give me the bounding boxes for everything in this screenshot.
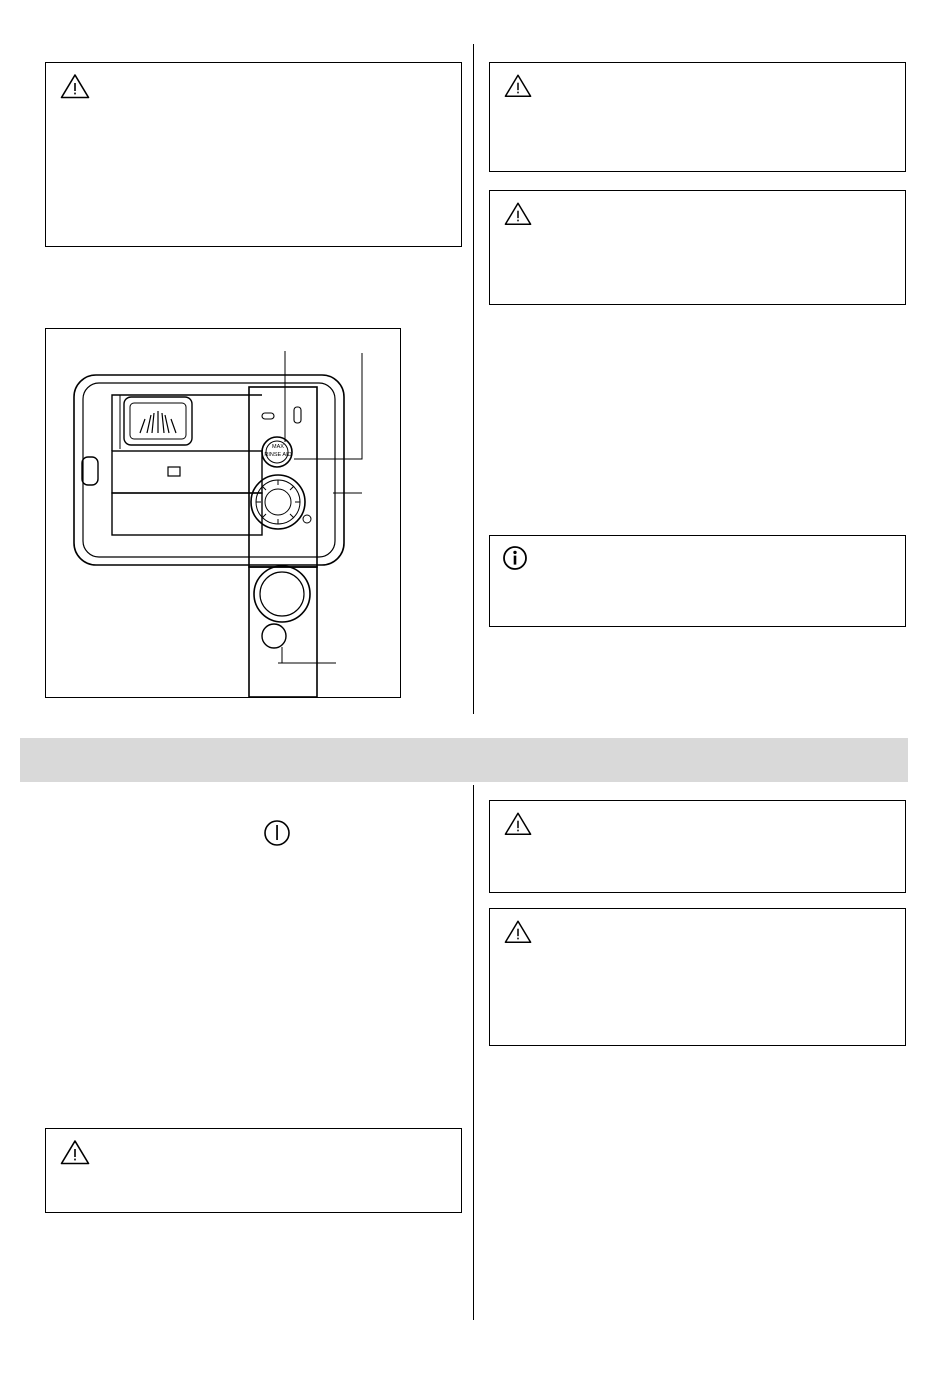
power-on-off-icon xyxy=(262,818,292,848)
warning-box-right-1-text xyxy=(544,73,895,163)
warning-triangle-icon xyxy=(504,919,534,945)
warning-box-right-4-text xyxy=(544,919,895,1037)
warning-box-right-2 xyxy=(489,190,906,305)
warning-box-right-4 xyxy=(489,908,906,1046)
cap-rinse-aid-label: RINSE AID xyxy=(264,452,292,458)
warning-box-left-bottom-text xyxy=(100,1139,451,1204)
info-box-right-1 xyxy=(489,535,906,627)
section-band xyxy=(20,738,908,782)
information-icon xyxy=(502,545,528,571)
warning-box-left-bottom xyxy=(45,1128,462,1213)
warning-box-right-1 xyxy=(489,62,906,172)
cap-max-label: MAX xyxy=(272,444,284,450)
warning-triangle-icon xyxy=(60,73,90,99)
warning-box-left-top xyxy=(45,62,462,247)
column-divider-upper xyxy=(473,44,474,714)
warning-triangle-icon xyxy=(504,201,534,227)
column-divider-lower xyxy=(473,785,474,1320)
warning-box-right-3-text xyxy=(544,811,895,884)
warning-triangle-icon xyxy=(504,73,534,99)
warning-box-right-2-text xyxy=(544,201,895,296)
figure-drawing xyxy=(46,329,400,697)
warning-triangle-icon xyxy=(60,1139,90,1165)
warning-triangle-icon xyxy=(504,811,534,837)
warning-box-left-top-text xyxy=(100,73,451,238)
warning-box-right-3 xyxy=(489,800,906,893)
dishwasher-dispenser-figure xyxy=(45,328,401,698)
info-box-right-1-text xyxy=(540,546,895,618)
